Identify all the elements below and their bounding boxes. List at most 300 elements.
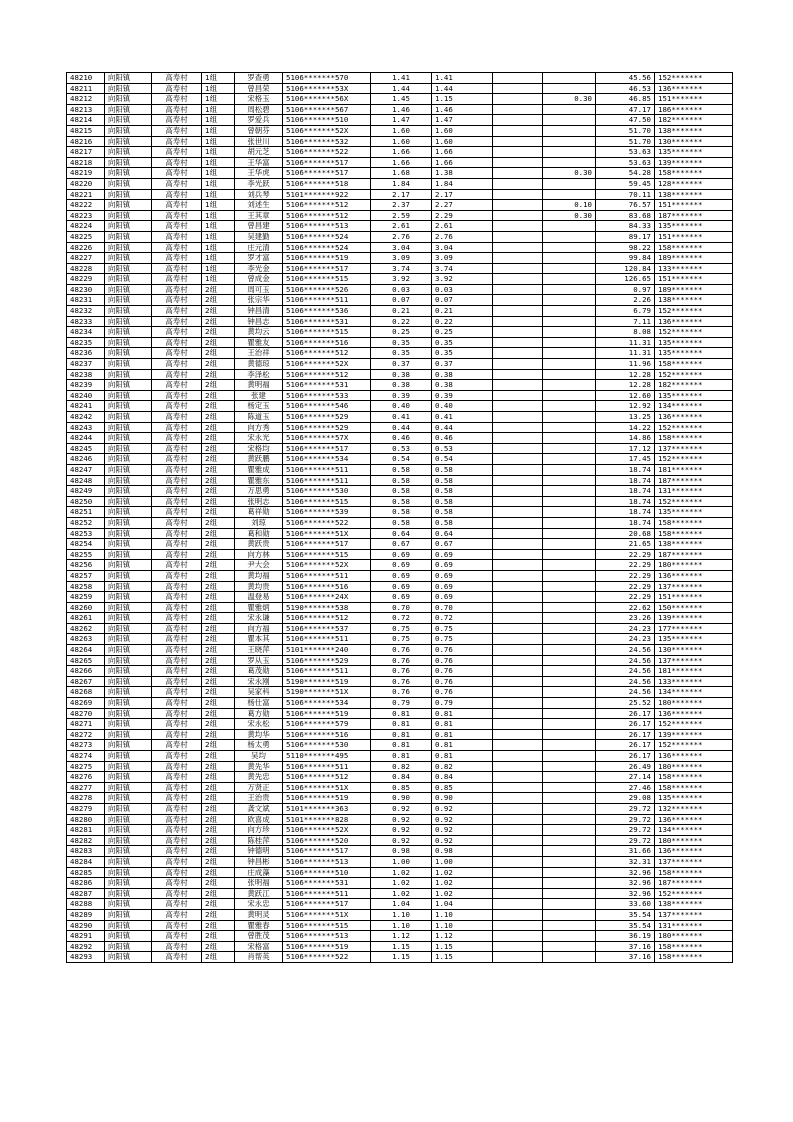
row-number: 48277	[67, 782, 105, 793]
phone-cell: 189*******	[655, 284, 733, 295]
village-cell: 高寿村	[152, 306, 202, 317]
phone-cell: 138*******	[655, 125, 733, 136]
area-c-cell	[543, 496, 596, 507]
area-b-cell	[493, 433, 543, 444]
table-row	[67, 295, 733, 306]
area-b-cell	[493, 401, 543, 412]
area-total-cell: 2.17	[371, 189, 432, 200]
village-cell: 高寿村	[152, 412, 202, 423]
area-c-cell	[543, 327, 596, 338]
area-b-cell	[493, 295, 543, 306]
area-total-cell: 1.15	[371, 952, 432, 963]
area-c-cell	[543, 888, 596, 899]
area-a-cell: 0.53	[432, 443, 493, 454]
row-number: 48272	[67, 729, 105, 740]
amount-cell: 120.84	[596, 263, 655, 274]
area-total-cell: 1.02	[371, 878, 432, 889]
table-row	[67, 782, 733, 793]
amount-cell: 59.45	[596, 178, 655, 189]
phone-cell: 131*******	[655, 486, 733, 497]
name-cell: 李泽松	[235, 369, 283, 380]
group-cell: 2组	[202, 549, 235, 560]
table-row	[67, 115, 733, 126]
area-total-cell: 3.09	[371, 253, 432, 264]
id-number-cell: 5106*******530	[283, 740, 371, 751]
table-row	[67, 835, 733, 846]
village-cell: 高寿村	[152, 803, 202, 814]
area-total-cell: 0.53	[371, 443, 432, 454]
area-total-cell: 0.67	[371, 539, 432, 550]
name-cell: 刘琼	[235, 517, 283, 528]
village-cell: 高寿村	[152, 507, 202, 518]
id-number-cell: 5190*******51X	[283, 687, 371, 698]
area-total-cell: 0.03	[371, 284, 432, 295]
village-cell: 高寿村	[152, 613, 202, 624]
name-cell: 张明福	[235, 878, 283, 889]
name-cell: 王华富	[235, 157, 283, 168]
area-total-cell: 0.07	[371, 295, 432, 306]
area-total-cell: 0.58	[371, 517, 432, 528]
name-cell: 向方林	[235, 549, 283, 560]
amount-cell: 46.53	[596, 83, 655, 94]
table-row	[67, 941, 733, 952]
area-b-cell	[493, 761, 543, 772]
group-cell: 2组	[202, 931, 235, 942]
phone-cell: 181*******	[655, 464, 733, 475]
area-total-cell: 1.02	[371, 888, 432, 899]
area-c-cell	[543, 825, 596, 836]
phone-cell: 187*******	[655, 878, 733, 889]
area-c-cell	[543, 570, 596, 581]
village-cell: 高寿村	[152, 263, 202, 274]
row-number: 48215	[67, 125, 105, 136]
group-cell: 1组	[202, 253, 235, 264]
table-row	[67, 443, 733, 454]
row-number: 48258	[67, 581, 105, 592]
area-total-cell: 0.69	[371, 570, 432, 581]
group-cell: 2组	[202, 708, 235, 719]
group-cell: 2组	[202, 316, 235, 327]
area-a-cell: 0.69	[432, 570, 493, 581]
area-b-cell	[493, 623, 543, 634]
phone-cell: 128*******	[655, 178, 733, 189]
town-cell: 向阳镇	[105, 115, 152, 126]
area-b-cell	[493, 655, 543, 666]
amount-cell: 29.72	[596, 835, 655, 846]
area-b-cell	[493, 793, 543, 804]
area-c-cell	[543, 528, 596, 539]
table-row	[67, 231, 733, 242]
area-b-cell	[493, 125, 543, 136]
phone-cell: 139*******	[655, 729, 733, 740]
area-a-cell: 0.58	[432, 496, 493, 507]
table-row	[67, 888, 733, 899]
area-a-cell: 0.76	[432, 645, 493, 656]
id-number-cell: 5106*******522	[283, 952, 371, 963]
amount-cell: 14.22	[596, 422, 655, 433]
amount-cell: 36.19	[596, 931, 655, 942]
name-cell: 胡元芝	[235, 147, 283, 158]
id-number-cell: 5106*******539	[283, 507, 371, 518]
table-row	[67, 560, 733, 571]
area-b-cell	[493, 888, 543, 899]
town-cell: 向阳镇	[105, 464, 152, 475]
phone-cell: 151*******	[655, 200, 733, 211]
area-total-cell: 1.84	[371, 178, 432, 189]
town-cell: 向阳镇	[105, 94, 152, 105]
phone-cell: 135*******	[655, 337, 733, 348]
area-total-cell: 2.37	[371, 200, 432, 211]
group-cell: 2组	[202, 539, 235, 550]
id-number-cell: 5106*******53X	[283, 83, 371, 94]
town-cell: 向阳镇	[105, 581, 152, 592]
area-total-cell: 0.92	[371, 803, 432, 814]
name-cell: 宋永刚	[235, 676, 283, 687]
phone-cell: 158*******	[655, 433, 733, 444]
area-total-cell: 0.39	[371, 390, 432, 401]
village-cell: 高寿村	[152, 920, 202, 931]
area-b-cell	[493, 825, 543, 836]
data-table	[66, 72, 733, 963]
table-row	[67, 496, 733, 507]
village-cell: 高寿村	[152, 539, 202, 550]
row-number: 48282	[67, 835, 105, 846]
id-number-cell: 5106*******512	[283, 772, 371, 783]
area-total-cell: 0.81	[371, 751, 432, 762]
area-total-cell: 1.02	[371, 867, 432, 878]
area-a-cell: 0.67	[432, 539, 493, 550]
town-cell: 向阳镇	[105, 570, 152, 581]
group-cell: 2组	[202, 496, 235, 507]
row-number: 48279	[67, 803, 105, 814]
area-a-cell: 0.64	[432, 528, 493, 539]
village-cell: 高寿村	[152, 475, 202, 486]
group-cell: 2组	[202, 729, 235, 740]
table-row	[67, 157, 733, 168]
group-cell: 2组	[202, 899, 235, 910]
table-row	[67, 655, 733, 666]
phone-cell: 177*******	[655, 623, 733, 634]
area-b-cell	[493, 751, 543, 762]
phone-cell: 138*******	[655, 539, 733, 550]
amount-cell: 18.74	[596, 517, 655, 528]
village-cell: 高寿村	[152, 528, 202, 539]
id-number-cell: 5106*******513	[283, 856, 371, 867]
area-c-cell: 0.30	[543, 210, 596, 221]
group-cell: 2组	[202, 454, 235, 465]
town-cell: 向阳镇	[105, 125, 152, 136]
phone-cell: 138*******	[655, 295, 733, 306]
area-b-cell	[493, 602, 543, 613]
area-c-cell	[543, 623, 596, 634]
amount-cell: 46.85	[596, 94, 655, 105]
town-cell: 向阳镇	[105, 454, 152, 465]
phone-cell: 135*******	[655, 147, 733, 158]
area-a-cell: 1.60	[432, 136, 493, 147]
town-cell: 向阳镇	[105, 136, 152, 147]
area-b-cell	[493, 740, 543, 751]
area-total-cell: 1.00	[371, 856, 432, 867]
name-cell: 杨定玉	[235, 401, 283, 412]
name-cell: 龚文斌	[235, 803, 283, 814]
area-c-cell	[543, 253, 596, 264]
amount-cell: 18.74	[596, 496, 655, 507]
name-cell: 葛祥勋	[235, 507, 283, 518]
area-a-cell: 0.46	[432, 433, 493, 444]
town-cell: 向阳镇	[105, 931, 152, 942]
name-cell: 周松碧	[235, 104, 283, 115]
area-total-cell: 1.47	[371, 115, 432, 126]
id-number-cell: 5106*******51X	[283, 528, 371, 539]
name-cell: 王其章	[235, 210, 283, 221]
group-cell: 1组	[202, 115, 235, 126]
group-cell: 2组	[202, 623, 235, 634]
phone-cell: 137*******	[655, 856, 733, 867]
village-cell: 高寿村	[152, 390, 202, 401]
village-cell: 高寿村	[152, 931, 202, 942]
area-b-cell	[493, 454, 543, 465]
area-total-cell: 1.60	[371, 136, 432, 147]
row-number: 48259	[67, 592, 105, 603]
group-cell: 2组	[202, 613, 235, 624]
amount-cell: 84.33	[596, 221, 655, 232]
row-number: 48226	[67, 242, 105, 253]
table-row	[67, 539, 733, 550]
village-cell: 高寿村	[152, 125, 202, 136]
row-number: 48212	[67, 94, 105, 105]
name-cell: 罗查勇	[235, 73, 283, 84]
area-a-cell: 1.47	[432, 115, 493, 126]
table-row	[67, 909, 733, 920]
group-cell: 2组	[202, 920, 235, 931]
village-cell: 高寿村	[152, 348, 202, 359]
area-a-cell: 1.15	[432, 952, 493, 963]
area-total-cell: 0.75	[371, 634, 432, 645]
table-row	[67, 856, 733, 867]
id-number-cell: 5106*******52X	[283, 825, 371, 836]
phone-cell: 150*******	[655, 602, 733, 613]
area-total-cell: 0.82	[371, 761, 432, 772]
area-c-cell	[543, 464, 596, 475]
area-b-cell	[493, 200, 543, 211]
town-cell: 向阳镇	[105, 867, 152, 878]
area-a-cell: 3.74	[432, 263, 493, 274]
village-cell: 高寿村	[152, 581, 202, 592]
group-cell: 2组	[202, 422, 235, 433]
area-b-cell	[493, 359, 543, 370]
row-number: 48250	[67, 496, 105, 507]
group-cell: 2组	[202, 772, 235, 783]
village-cell: 高寿村	[152, 433, 202, 444]
area-c-cell	[543, 189, 596, 200]
area-b-cell	[493, 253, 543, 264]
village-cell: 高寿村	[152, 867, 202, 878]
id-number-cell: 5106*******56X	[283, 94, 371, 105]
amount-cell: 22.29	[596, 581, 655, 592]
area-total-cell: 2.61	[371, 221, 432, 232]
area-c-cell	[543, 263, 596, 274]
village-cell: 高寿村	[152, 104, 202, 115]
table-row	[67, 168, 733, 179]
row-number: 48269	[67, 698, 105, 709]
group-cell: 2组	[202, 793, 235, 804]
name-cell: 欧喜成	[235, 814, 283, 825]
row-number: 48216	[67, 136, 105, 147]
area-a-cell: 0.76	[432, 676, 493, 687]
village-cell: 高寿村	[152, 284, 202, 295]
id-number-cell: 5106*******519	[283, 793, 371, 804]
amount-cell: 26.17	[596, 719, 655, 730]
row-number: 48278	[67, 793, 105, 804]
name-cell: 王治祥	[235, 348, 283, 359]
amount-cell: 51.70	[596, 125, 655, 136]
area-c-cell	[543, 920, 596, 931]
name-cell: 吴建勤	[235, 231, 283, 242]
town-cell: 向阳镇	[105, 793, 152, 804]
phone-cell: 158*******	[655, 517, 733, 528]
area-c-cell	[543, 952, 596, 963]
area-c-cell	[543, 221, 596, 232]
town-cell: 向阳镇	[105, 475, 152, 486]
area-b-cell	[493, 719, 543, 730]
row-number: 48229	[67, 274, 105, 285]
village-cell: 高寿村	[152, 517, 202, 528]
name-cell: 黄德琼	[235, 359, 283, 370]
table-row	[67, 189, 733, 200]
name-cell: 瞿雅东	[235, 475, 283, 486]
amount-cell: 23.26	[596, 613, 655, 624]
area-c-cell	[543, 486, 596, 497]
amount-cell: 47.17	[596, 104, 655, 115]
area-b-cell	[493, 676, 543, 687]
town-cell: 向阳镇	[105, 443, 152, 454]
area-b-cell	[493, 443, 543, 454]
id-number-cell: 5106*******52X	[283, 125, 371, 136]
village-cell: 高寿村	[152, 422, 202, 433]
id-number-cell: 5106*******515	[283, 327, 371, 338]
area-b-cell	[493, 666, 543, 677]
town-cell: 向阳镇	[105, 337, 152, 348]
area-total-cell: 0.75	[371, 623, 432, 634]
row-number: 48271	[67, 719, 105, 730]
village-cell: 高寿村	[152, 274, 202, 285]
amount-cell: 35.54	[596, 920, 655, 931]
area-b-cell	[493, 867, 543, 878]
phone-cell: 132*******	[655, 803, 733, 814]
id-number-cell: 5106*******530	[283, 486, 371, 497]
id-number-cell: 5106*******511	[283, 475, 371, 486]
amount-cell: 11.31	[596, 348, 655, 359]
table-row	[67, 549, 733, 560]
area-b-cell	[493, 496, 543, 507]
area-a-cell: 2.27	[432, 200, 493, 211]
group-cell: 2组	[202, 634, 235, 645]
group-cell: 2组	[202, 909, 235, 920]
village-cell: 高寿村	[152, 782, 202, 793]
village-cell: 高寿村	[152, 115, 202, 126]
area-total-cell: 0.72	[371, 613, 432, 624]
area-c-cell	[543, 581, 596, 592]
area-c-cell	[543, 835, 596, 846]
id-number-cell: 5106*******537	[283, 623, 371, 634]
row-number: 48275	[67, 761, 105, 772]
area-b-cell	[493, 909, 543, 920]
id-number-cell: 5106*******529	[283, 655, 371, 666]
area-c-cell	[543, 846, 596, 857]
area-b-cell	[493, 147, 543, 158]
area-b-cell	[493, 814, 543, 825]
row-number: 48280	[67, 814, 105, 825]
table-row	[67, 454, 733, 465]
amount-cell: 11.96	[596, 359, 655, 370]
row-number: 48240	[67, 390, 105, 401]
area-b-cell	[493, 539, 543, 550]
area-c-cell	[543, 613, 596, 624]
row-number: 48241	[67, 401, 105, 412]
area-b-cell	[493, 189, 543, 200]
area-c-cell	[543, 909, 596, 920]
area-total-cell: 0.69	[371, 549, 432, 560]
name-cell: 黄先华	[235, 761, 283, 772]
area-total-cell: 0.84	[371, 772, 432, 783]
area-b-cell	[493, 242, 543, 253]
area-c-cell: 0.30	[543, 168, 596, 179]
area-c-cell	[543, 454, 596, 465]
amount-cell: 22.29	[596, 592, 655, 603]
group-cell: 2组	[202, 751, 235, 762]
area-b-cell	[493, 560, 543, 571]
area-c-cell	[543, 348, 596, 359]
village-cell: 高寿村	[152, 496, 202, 507]
group-cell: 1组	[202, 263, 235, 274]
amount-cell: 32.96	[596, 867, 655, 878]
area-b-cell	[493, 931, 543, 942]
table-row	[67, 676, 733, 687]
town-cell: 向阳镇	[105, 390, 152, 401]
table-row	[67, 221, 733, 232]
area-total-cell: 0.76	[371, 676, 432, 687]
village-cell: 高寿村	[152, 401, 202, 412]
amount-cell: 22.62	[596, 602, 655, 613]
row-number: 48292	[67, 941, 105, 952]
group-cell: 2组	[202, 369, 235, 380]
table-row	[67, 867, 733, 878]
amount-cell: 12.28	[596, 380, 655, 391]
phone-cell: 151*******	[655, 592, 733, 603]
amount-cell: 12.92	[596, 401, 655, 412]
town-cell: 向阳镇	[105, 380, 152, 391]
row-number: 48232	[67, 306, 105, 317]
area-b-cell	[493, 115, 543, 126]
area-a-cell: 0.69	[432, 592, 493, 603]
area-b-cell	[493, 634, 543, 645]
area-total-cell: 0.69	[371, 592, 432, 603]
area-a-cell: 1.44	[432, 83, 493, 94]
table-row	[67, 729, 733, 740]
name-cell: 杨太勇	[235, 740, 283, 751]
area-c-cell	[543, 306, 596, 317]
village-cell: 高寿村	[152, 168, 202, 179]
group-cell: 2组	[202, 846, 235, 857]
area-total-cell: 3.92	[371, 274, 432, 285]
area-b-cell	[493, 104, 543, 115]
group-cell: 1组	[202, 168, 235, 179]
row-number: 48237	[67, 359, 105, 370]
town-cell: 向阳镇	[105, 846, 152, 857]
area-a-cell: 0.58	[432, 517, 493, 528]
area-b-cell	[493, 178, 543, 189]
area-a-cell: 1.00	[432, 856, 493, 867]
